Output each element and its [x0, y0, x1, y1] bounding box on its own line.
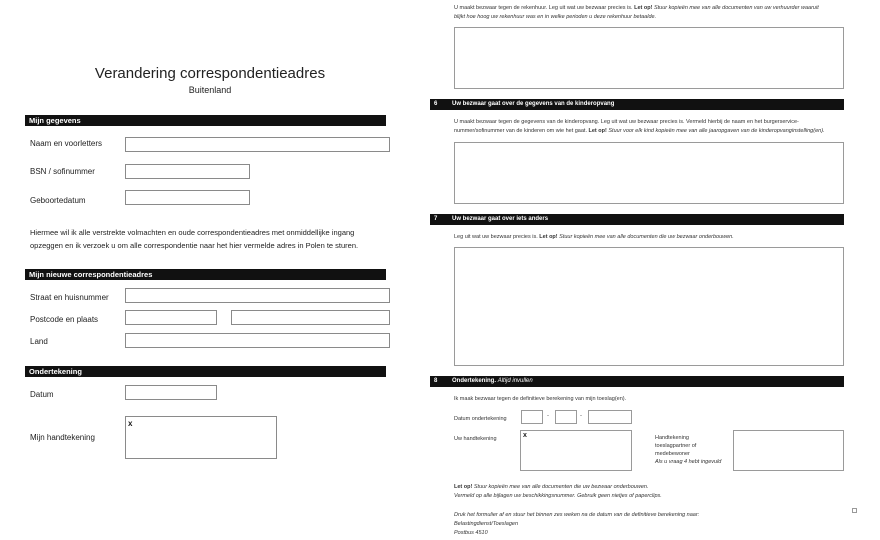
bsn-field[interactable] — [125, 164, 250, 179]
geboortedatum-label: Geboortedatum — [30, 196, 86, 205]
geboortedatum-field[interactable] — [125, 190, 250, 205]
section-7-textarea[interactable] — [454, 247, 844, 366]
date-separator-1: - — [547, 413, 549, 419]
handtekening-label: Mijn handtekening — [30, 433, 95, 442]
form-subtitle: Buitenland — [188, 85, 232, 95]
section-8-intro: Ik maak bezwaar tegen de definitieve berekening van mijn toeslag(en). — [454, 396, 627, 402]
page-corner-mark — [852, 508, 857, 513]
footer-line-2: Belastingdienst/Toeslagen — [454, 521, 519, 527]
rekenhuur-italic-2: blijkt hoe hoog uw rekenhuur was en in welke perioden u deze rekenhuur betaalde. — [454, 14, 657, 20]
naam-label: Naam en voorletters — [30, 139, 103, 148]
signature-x-mark: x — [128, 419, 133, 428]
land-field[interactable] — [125, 333, 390, 348]
section-7-title: Uw bezwaar gaat over iets anders — [452, 216, 549, 222]
section-6-let-op: Let op! — [588, 128, 607, 134]
note-line-2: Vermeld op alle bijlagen uw beschikkingsnummer. Gebruik geen nietjes of paperclips. — [454, 493, 662, 499]
datum-ondertekening-label: Datum ondertekening — [454, 416, 507, 422]
section-8-title: Ondertekening. — [452, 378, 497, 384]
datum-dag-field[interactable] — [521, 410, 543, 424]
rekenhuur-textarea[interactable] — [454, 27, 844, 89]
section-7-italic: Stuur kopieën mee van alle documenten die uw bezwaar onderbouwen. — [559, 234, 734, 240]
partner-label-line-2: toeslagpartner of — [655, 443, 697, 449]
section-header-nieuw-adres: Mijn nieuwe correspondentieadres — [25, 269, 386, 280]
section-6-text-1: U maakt bezwaar tegen de gegevens van de kinderopvang. Leg uit wat uw bezwaar precies is. Vermeld hierbij de naam en het burgerservice- — [454, 119, 799, 125]
partner-label-line-4: Als u vraag 4 hebt ingevuld — [655, 459, 722, 465]
partner-handtekening-label — [655, 434, 727, 466]
plaats-field[interactable] — [231, 310, 390, 325]
partner-handtekening-field[interactable] — [733, 430, 844, 471]
let-op-note — [454, 483, 844, 501]
note-line-1: Stuur kopieën mee van alle documenten die uw bezwaar onderbouwen. — [473, 484, 649, 490]
footer-line-1: Druk het formulier af en stuur het binnen zes weken na de datum van de definitieve berekening naar: — [454, 512, 700, 518]
rekenhuur-text-1: U maakt bezwaar tegen de rekenhuur. Leg uit wat uw bezwaar precies is. — [454, 5, 633, 11]
bsn-label: BSN / sofinummer — [30, 167, 95, 176]
straat-label: Straat en huisnummer — [30, 293, 109, 302]
section-6-header — [430, 99, 844, 110]
rekenhuur-instruction — [454, 4, 844, 22]
footer-line-3: Postbus 4510 — [454, 530, 488, 536]
section-7-let-op: Let op! — [539, 234, 558, 240]
section-header-mijn-gegevens: Mijn gegevens — [25, 115, 386, 126]
datum-field[interactable] — [125, 385, 217, 400]
section-7-number: 7 — [434, 216, 438, 222]
straat-field[interactable] — [125, 288, 390, 303]
section-6-text-2: nummer/sofinummer van de kinderen om wie het gaat. — [454, 128, 587, 134]
section-8-title-italic: Altijd invullen — [497, 378, 533, 384]
postcode-label: Postcode en plaats — [30, 315, 99, 324]
date-separator-2: - — [580, 413, 582, 419]
rekenhuur-italic-1: Stuur kopieën mee van alle documenten van uw verhuurder waaruit — [653, 5, 819, 11]
section-7-text: Leg uit wat uw bezwaar precies is. — [454, 234, 538, 240]
datum-maand-field[interactable] — [555, 410, 577, 424]
note-let-op: Let op! — [454, 484, 473, 490]
uw-handtekening-field[interactable] — [520, 430, 632, 471]
section-6-title: Uw bezwaar gaat over de gegevens van de kinderopvang — [452, 101, 615, 107]
section-8-header — [430, 376, 844, 387]
partner-label-line-1: Handtekening — [655, 435, 689, 441]
volmacht-paragraph — [30, 227, 386, 252]
section-6-textarea[interactable] — [454, 142, 844, 204]
land-label: Land — [30, 337, 48, 346]
partner-label-line-3: medebewoner — [655, 451, 690, 457]
handtekening-field[interactable] — [125, 416, 277, 459]
datum-jaar-field[interactable] — [588, 410, 632, 424]
section-7-header — [430, 214, 844, 225]
uw-handtekening-label: Uw handtekening — [454, 436, 497, 442]
volmacht-line-1: Hiermee wil ik alle verstrekte volmachten en oude correspondentieadres met onmiddellijke ingang — [30, 228, 355, 237]
footer-address — [454, 511, 844, 538]
datum-label: Datum — [30, 390, 54, 399]
section-8-number: 8 — [434, 378, 438, 384]
section-6-italic: Stuur voor elk kind kopieën mee van alle jaaropgaven van de kinderopvanginstelling(en). — [608, 128, 825, 134]
section-header-ondertekening: Ondertekening — [25, 366, 386, 377]
section-6-instruction — [454, 118, 844, 136]
right-signature-x-mark: x — [523, 432, 527, 439]
volmacht-line-2: opzeggen en ik verzoek u om alle correspondentie naar het hier vermelde adres in Polen te sturen. — [30, 240, 359, 250]
section-7-instruction — [454, 233, 844, 242]
form-title: Verandering correspondentieadres — [94, 65, 326, 82]
postcode-field[interactable] — [125, 310, 217, 325]
rekenhuur-let-op: Let op! — [634, 5, 653, 11]
naam-field[interactable] — [125, 137, 390, 152]
section-6-number: 6 — [434, 101, 438, 107]
